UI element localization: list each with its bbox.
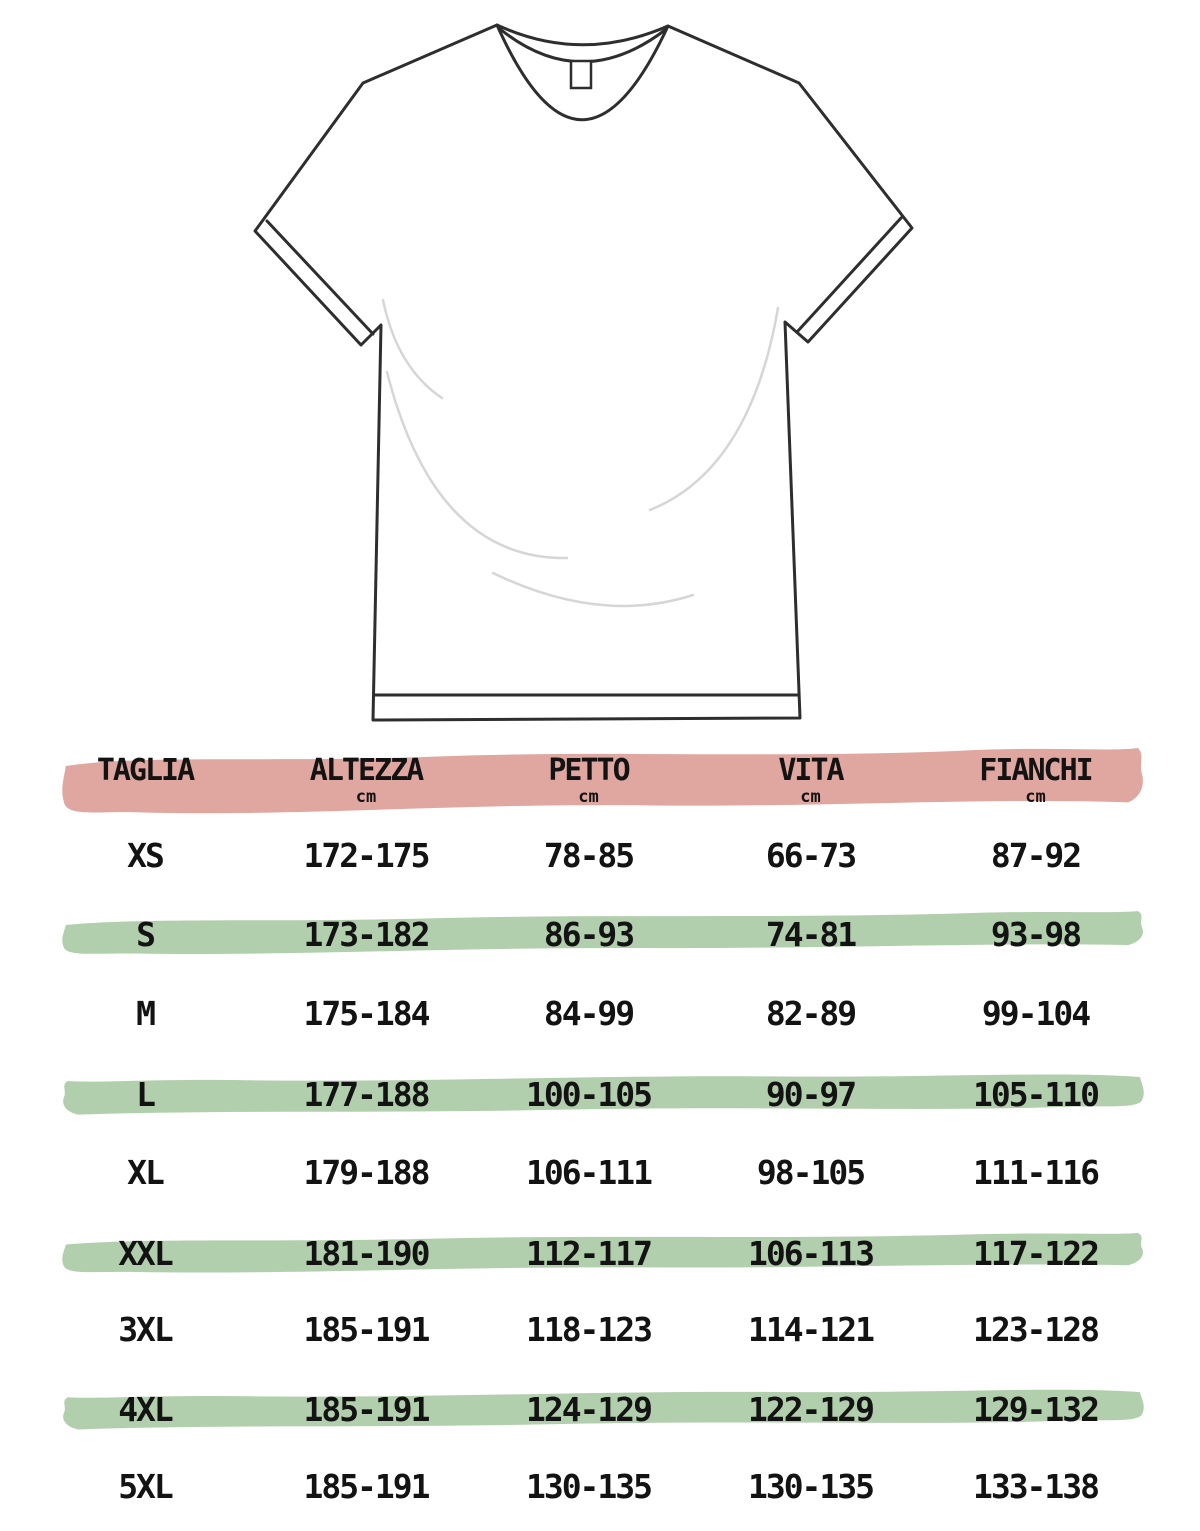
cell-size: XXL (118, 1233, 172, 1273)
cell-vita: 90-97 (765, 1074, 856, 1114)
cell-size: L (136, 1074, 154, 1114)
column-header-petto (477, 747, 700, 819)
cell-altezza: 175-184 (303, 993, 429, 1033)
cell-vita: 98-105 (756, 1152, 865, 1192)
table-row-3xl (35, 1291, 1150, 1367)
table-row-l (35, 1056, 1150, 1132)
cell-vita: 66-73 (765, 835, 856, 875)
cell-petto: 118-123 (525, 1309, 652, 1349)
cell-vita: 130-135 (747, 1466, 874, 1506)
column-label: FIANCHI (979, 753, 1092, 788)
table-row-s (35, 896, 1150, 972)
cell-vita: 74-81 (765, 914, 856, 954)
cell-altezza: 185-191 (303, 1309, 429, 1349)
tshirt-illustration (230, 0, 940, 745)
column-header-altezza (255, 747, 477, 819)
neck-label-tag (571, 61, 591, 88)
cell-fianchi: 93-98 (990, 914, 1081, 954)
cell-fianchi: 99-104 (981, 993, 1090, 1033)
cell-size: XL (127, 1152, 163, 1192)
column-unit: cm (355, 787, 377, 807)
cell-vita: 82-89 (765, 993, 856, 1033)
cell-petto: 106-111 (525, 1152, 652, 1192)
cell-altezza: 181-190 (303, 1233, 429, 1273)
cell-size: 3XL (118, 1309, 172, 1349)
cell-size: XS (127, 835, 163, 875)
cell-altezza: 177-188 (303, 1074, 429, 1114)
cell-fianchi: 129-132 (972, 1389, 1099, 1429)
tshirt-outline (255, 25, 912, 720)
cell-petto: 112-117 (525, 1233, 652, 1273)
cell-petto: 84-99 (543, 993, 634, 1033)
cell-petto: 78-85 (543, 835, 634, 875)
cell-fianchi: 111-116 (972, 1152, 1099, 1192)
column-label: TAGLIA (96, 753, 194, 788)
table-row-xxl (35, 1215, 1150, 1291)
cell-fianchi: 133-138 (972, 1466, 1099, 1506)
cell-fianchi: 87-92 (990, 835, 1081, 875)
table-row-4xl (35, 1371, 1150, 1447)
cell-petto: 100-105 (525, 1074, 652, 1114)
cell-size: 4XL (118, 1389, 172, 1429)
cell-vita: 106-113 (747, 1233, 874, 1273)
cell-altezza: 179-188 (303, 1152, 429, 1192)
cell-vita: 114-121 (747, 1309, 874, 1349)
cell-petto: 86-93 (543, 914, 634, 954)
cell-altezza: 185-191 (303, 1389, 429, 1429)
cell-petto: 130-135 (525, 1466, 652, 1506)
column-label: PETTO (548, 753, 629, 788)
table-row-xl (35, 1134, 1150, 1210)
column-label: VITA (778, 753, 843, 788)
table-row-xs (35, 817, 1150, 893)
cell-altezza: 172-175 (303, 835, 429, 875)
cell-fianchi: 105-110 (972, 1074, 1099, 1114)
cell-fianchi: 117-122 (972, 1233, 1099, 1273)
column-header-fianchi (921, 747, 1150, 819)
cell-vita: 122-129 (747, 1389, 874, 1429)
table-row-m (35, 975, 1150, 1051)
column-unit: cm (1025, 787, 1046, 807)
cell-size: 5XL (118, 1466, 172, 1506)
cell-altezza: 185-191 (303, 1466, 429, 1506)
table-row-5xl (35, 1448, 1150, 1524)
column-label: ALTEZZA (309, 753, 423, 788)
column-header-vita (700, 747, 921, 819)
cell-altezza: 173-182 (303, 914, 429, 954)
size-chart-header (35, 747, 1150, 819)
column-header-taglia (35, 747, 255, 819)
cell-size: S (136, 914, 154, 954)
column-unit: cm (578, 787, 599, 807)
cell-size: M (136, 993, 154, 1033)
cell-fianchi: 123-128 (972, 1309, 1099, 1349)
column-unit: cm (800, 787, 821, 807)
cell-petto: 124-129 (525, 1389, 652, 1429)
